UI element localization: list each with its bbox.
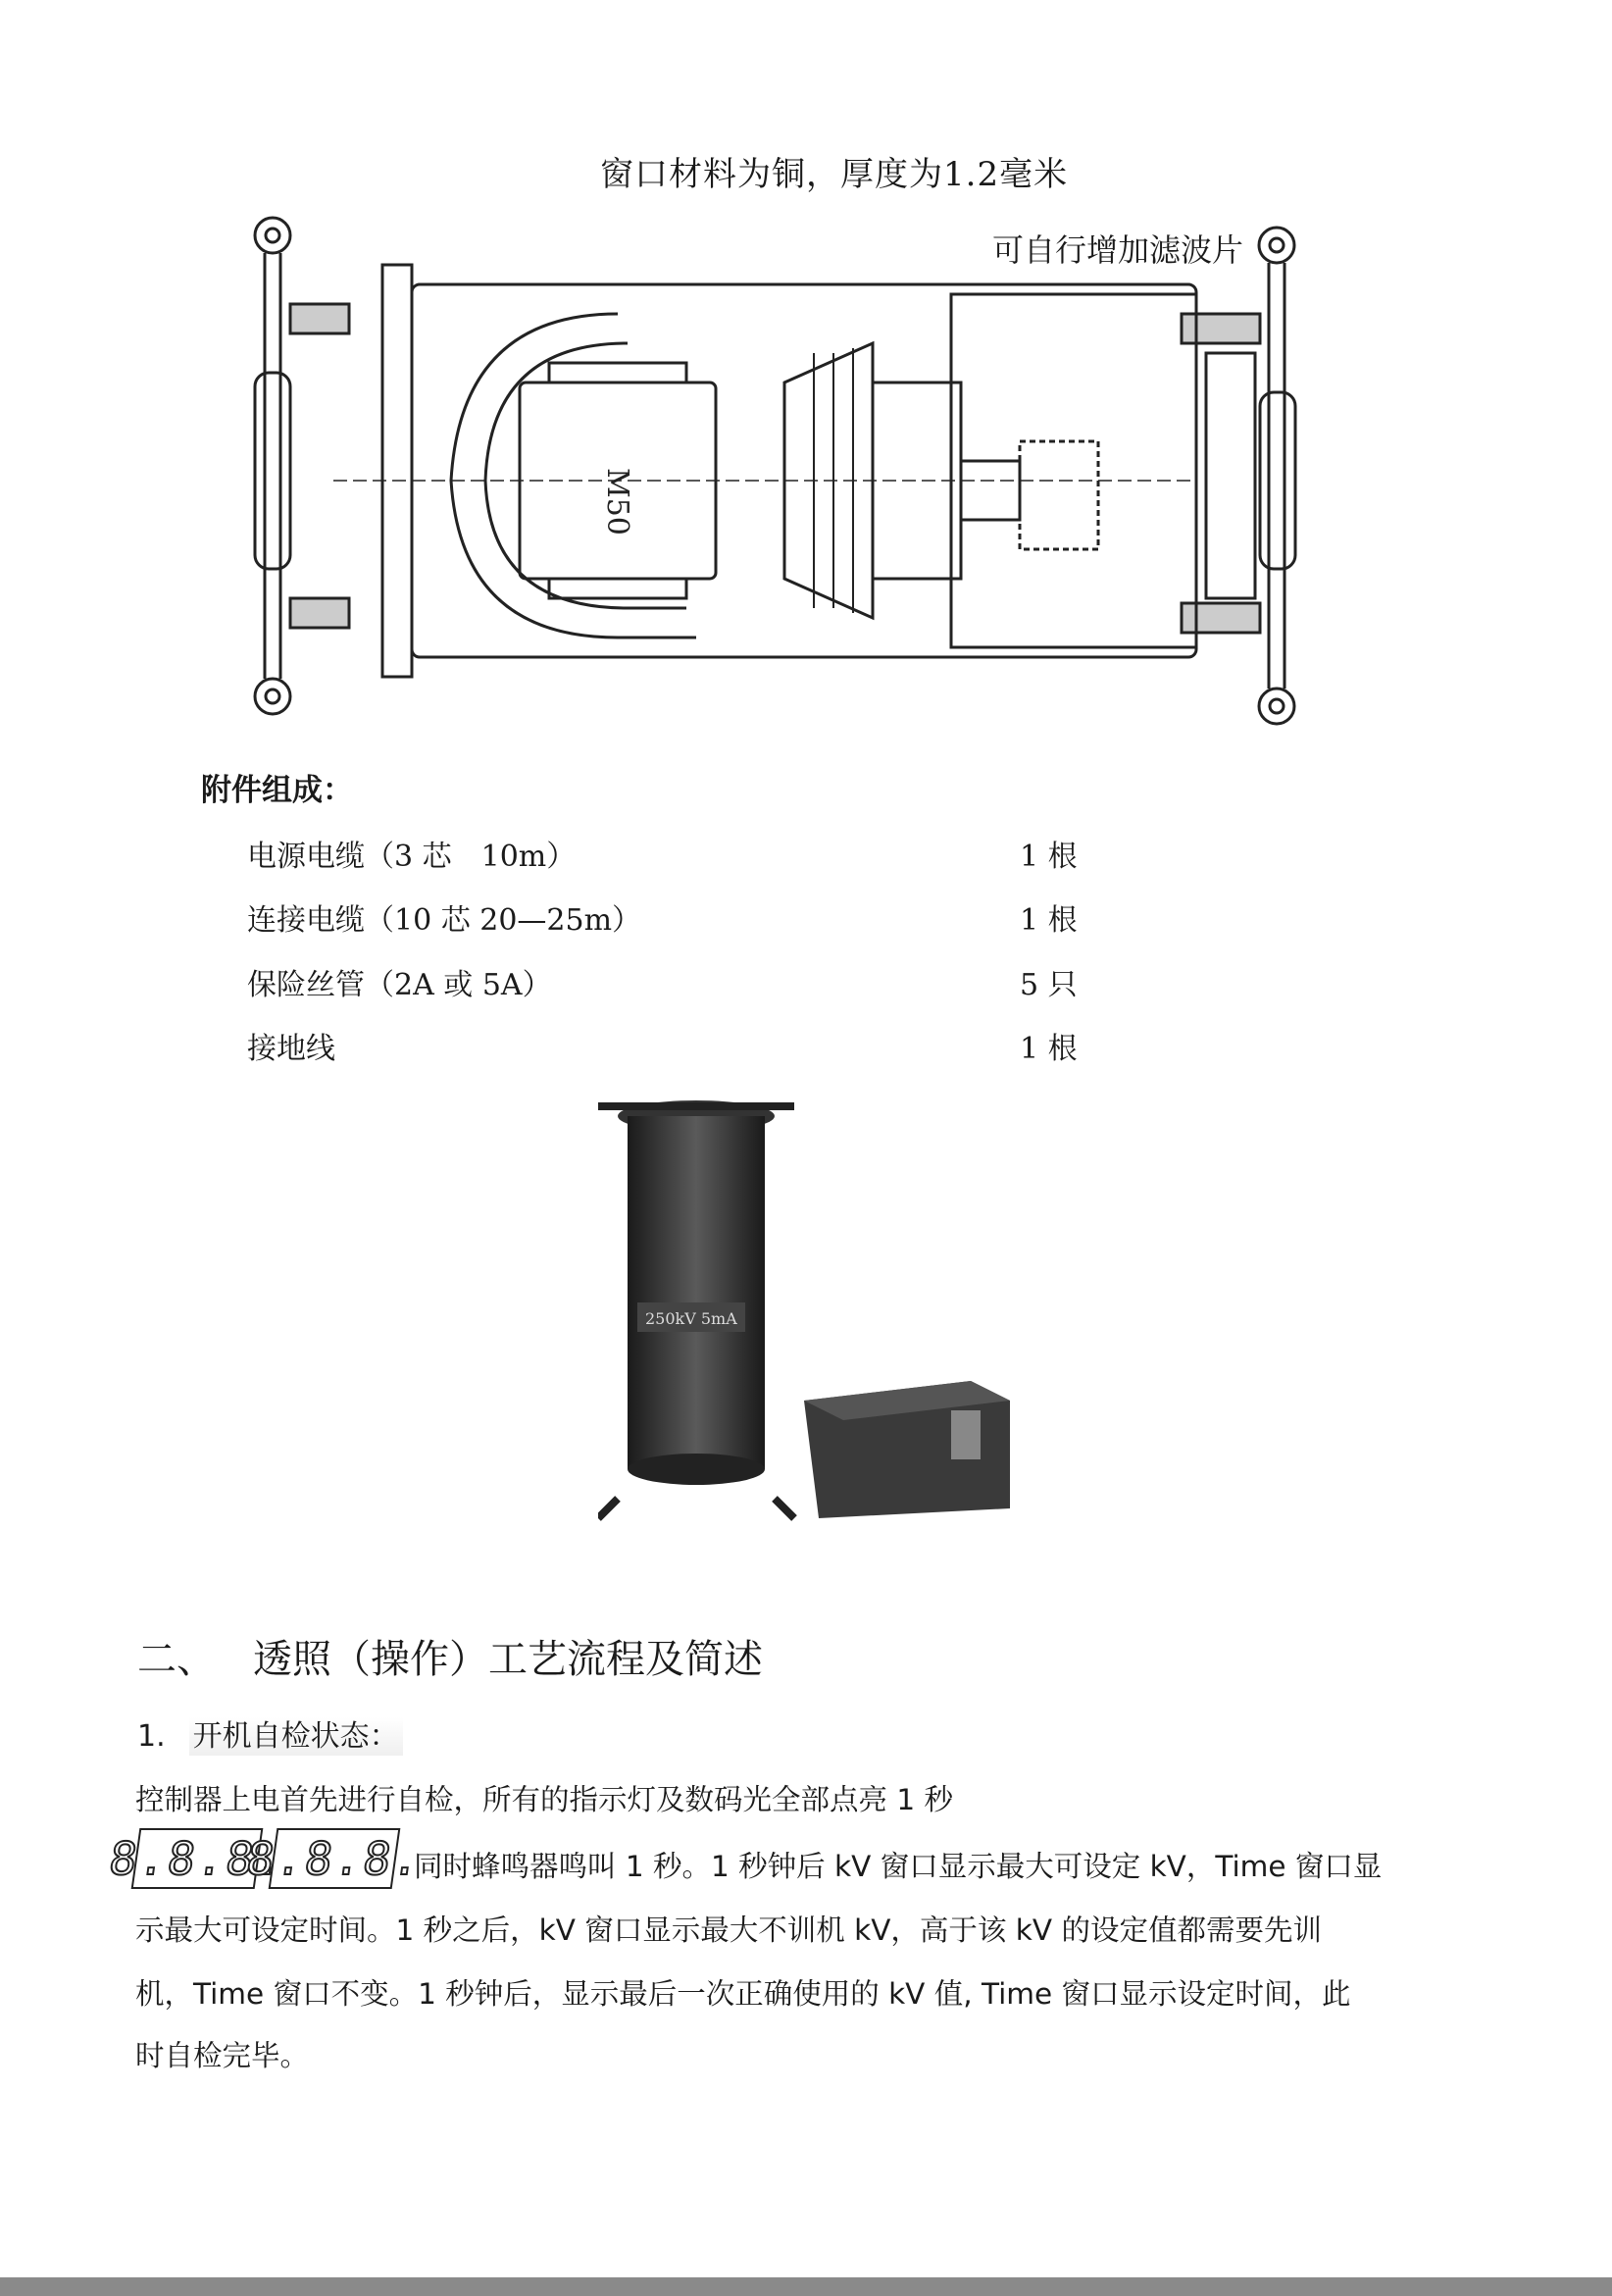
left-handle bbox=[255, 218, 290, 714]
paragraph-line: 控制器上电首先进行自检，所有的指示灯及数码光全部点亮 1 秒 bbox=[135, 1783, 954, 1816]
xray-tube-diagram bbox=[235, 206, 1324, 755]
accessory-qty: 1 根 bbox=[1020, 1032, 1078, 1066]
tube-label: M50 bbox=[600, 468, 634, 536]
accessory-name: 电源电缆（3 芯 10m） bbox=[247, 840, 577, 874]
xray-device-photo bbox=[598, 1087, 1020, 1538]
accessory-name: 接地线 bbox=[247, 1032, 335, 1066]
diagram-caption-filter: 可自行增加滤波片 bbox=[992, 231, 1244, 269]
paragraph-line: 机，Time 窗口不变。1 秒钟后，显示最后一次正确使用的 kV 值, Time 窗口显示设定时间，此 bbox=[135, 1977, 1351, 2011]
paragraph-line: 示最大可设定时间。1 秒之后，kV 窗口显示最大不训机 kV，高于该 kV 的设定值都需要先训 bbox=[135, 1913, 1322, 1947]
paragraph-line: 同时蜂鸣器鸣叫 1 秒。1 秒钟后 kV 窗口显示最大可设定 kV，Time 窗口显 bbox=[414, 1850, 1383, 1883]
subsection-heading bbox=[137, 1711, 403, 1755]
segment-displays bbox=[106, 1828, 426, 1889]
accessory-name: 连接电缆（10 芯 20—25m） bbox=[247, 903, 642, 938]
right-handle bbox=[1259, 228, 1295, 724]
subsection-title: 开机自检状态： bbox=[189, 1717, 403, 1756]
accessories-title: 附件组成： bbox=[201, 773, 353, 808]
accessory-qty: 1 根 bbox=[1020, 903, 1078, 938]
accessory-qty: 5 只 bbox=[1020, 968, 1078, 1002]
scan-edge bbox=[0, 2277, 1612, 2296]
paragraph-line: 时自检完毕。 bbox=[135, 2039, 310, 2072]
time-segment-display: 8.8.8. bbox=[269, 1828, 401, 1889]
section-number: 二、 bbox=[137, 1637, 216, 1682]
accessory-name: 保险丝管（2A 或 5A） bbox=[247, 968, 552, 1002]
diagram-caption-window: 窗口材料为铜，厚度为1.2毫米 bbox=[600, 155, 1069, 194]
accessory-qty: 1 根 bbox=[1020, 840, 1078, 874]
kv-segment-display: 8.8.8. bbox=[131, 1828, 264, 1889]
subsection-number: 1. bbox=[137, 1719, 166, 1754]
section-title: 透照（操作）工艺流程及简述 bbox=[253, 1637, 763, 1682]
device-label: 250kV 5mA bbox=[645, 1309, 737, 1328]
section-heading bbox=[137, 1628, 763, 1684]
